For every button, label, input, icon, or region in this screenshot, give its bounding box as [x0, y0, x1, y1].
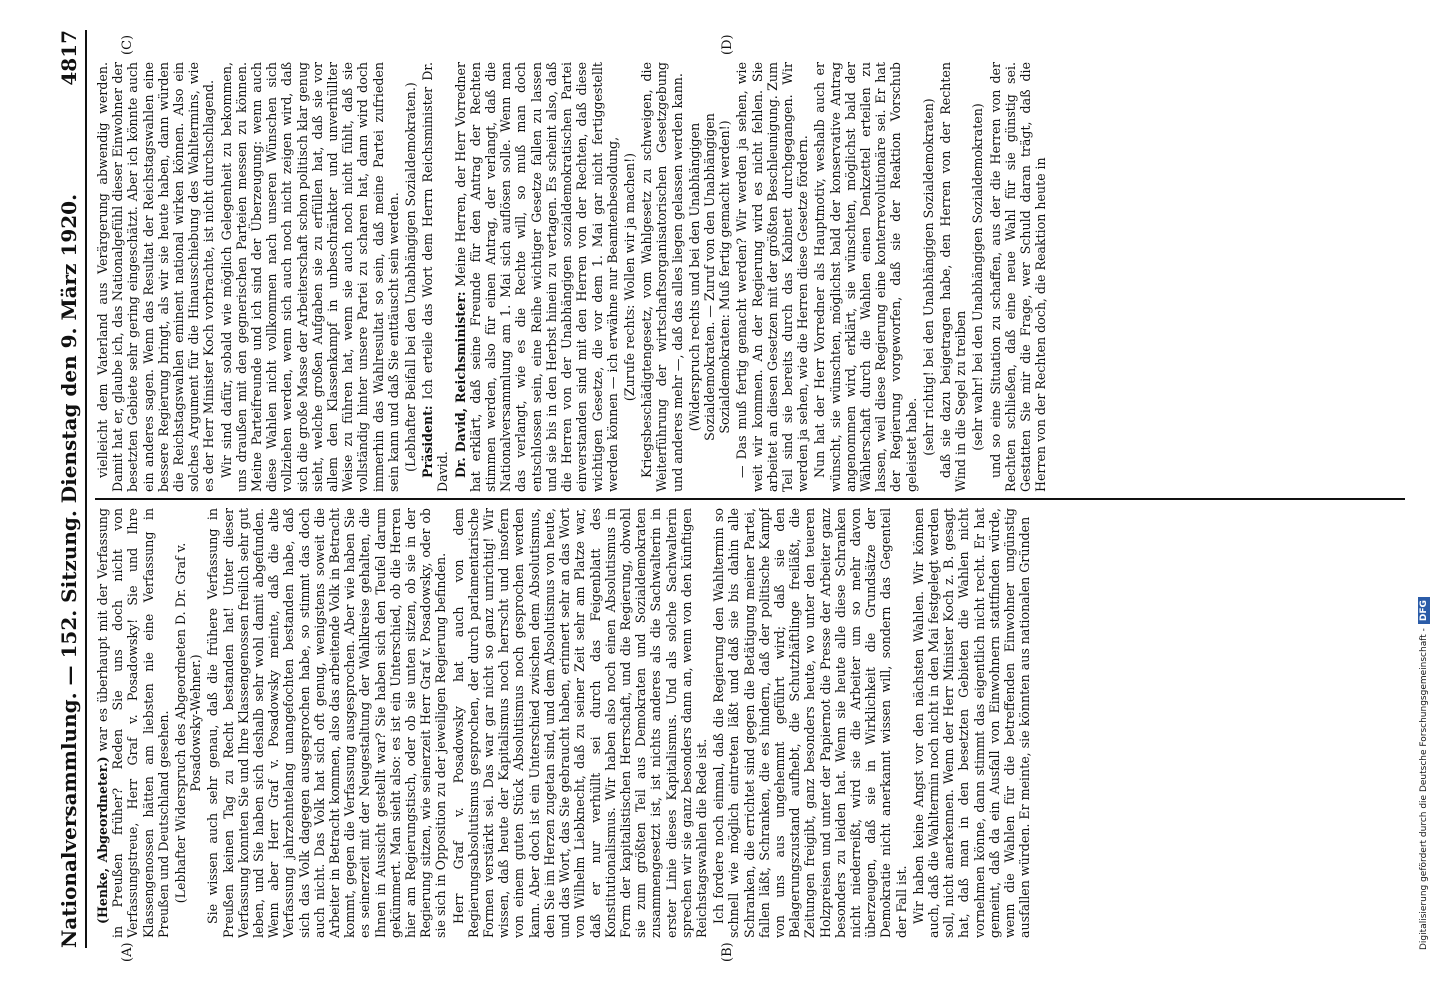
paragraph: (Henke, Abgeordneter.) war es überhaupt mit der Verfassung in Preußen früher? Reden Sie uns doch nicht von Verfassungstreue, Herr Graf v. Posadowsky! Sie und Ihre Klassengenossen hätten am liebsten nie eine Verfassung in Preußen und Deutschland gesehen. — [95, 508, 171, 938]
running-header: Nationalversammlung. — 152. Sitzung. Dienstag den 9. März 1920. — [57, 193, 81, 948]
speaker-label: Präsident: — [420, 405, 436, 478]
interjection: (sehr richtig! bei den Unabhängigen Sozialdemokraten) — [920, 98, 936, 456]
speaker-label: (Henke, Abgeordneter.) — [95, 756, 110, 924]
left-column — [95, 508, 1395, 938]
digitization-note — [1418, 597, 1430, 950]
right-column — [95, 62, 1395, 492]
margin-letter-a: (A) — [120, 942, 135, 962]
paragraph: Ich fordere noch einmal, daß die Regierung den Wahltermin so schnell wie möglich eintreten läßt und daß sie bis dahin alle Schranken, die errichtet sind gegen die Betätigung meiner Partei, fallen läßt, Schranken, die es hindern, daß der politische Kampf von uns aus ungehemmt geführt wird; daß sie den Belagerungszustand aufhebt, die Schutzhäftlinge freiläßt, die Zeitungen freigibt, ganz besonders heute, wo unter den teueren Holzpreisen und unter der Papiernot die Presse der Arbeiter ganz besonders zu leiden hat. Wenn sie heute alle diese Schranken nicht niederreißt, wird sie die Arbeiter um so mehr davon überzeugen, daß sie in Wirklichkeit die Grundsätze der Demokratie nicht anerkannt wissen will, sondern das Gegenteil der Fall ist. — [711, 508, 909, 938]
dfg-logo: DFG — [1418, 597, 1430, 624]
paragraph: Wir haben keine Angst vor den nächsten Wahlen. Wir können auch, daß die Wahltermin noch nicht in den Mai festgelegt werden soll, nicht anerkennen. Wenn der Herr Minister Koch z. B. gesagt hat, daß man in den besetzten Gebieten die Wahlen nicht vornehmen könne, dann stimmt das eigentlich nicht recht. Er hat gemeint, daß da ein Ausfall von Einwohnern stattfinden würde, wenn die Wahlen für die betreffenden Einwohner ungünstig ausfallen würden. Er meinte, sie könnten aus nationalen Gründen — [910, 508, 1033, 938]
page-header — [55, 30, 87, 948]
interjection: (sehr wahr! bei den Unabhängigen Sozialdemokraten) — [970, 103, 986, 451]
interjection: (Zurufe rechts: Wollen wir ja machen!) — [621, 152, 637, 402]
interjection: (Lebhafter Beifall bei den Unabhängigen Sozialdemokraten.) — [403, 82, 419, 472]
paragraph: vielleicht dem Vaterland aus Verärgerung abwendig werden. Damit hat er, glaube ich, das Nationalgefühl dieser Einwohner der besetzten Gebiete sehr gering eingeschätzt. Aber ich könnte auch ein anderes sagen. Wenn das Resultat der Reichstagswahlen eine bessere Regierung bringt, als wir sie heute haben, dann würden die Reichstagswahlen eminent national wirken können. Also ein solches Argument für die Hinausschiebung des Wahltermins, wie es der Herr Minister Koch vorbrachte, ist nicht durchschlagend. — [95, 62, 217, 492]
paragraph: Nun hat der Herr Vorredner als Hauptmotiv, weshalb auch er wünscht, sie wünschten, möglichst bald der konservative Antrag angenommen wird, erklärt, sie wünschten, möglichst bald der Wählerschaft durch die Wahlen einen Denkzettel erteilen zu lassen, weil diese Regierung eine konterrevolutionäre sei. Er hat der Regierung vorgeworfen, daß sie der Reaktion Vorschub geleistet habe. — [812, 62, 919, 492]
paragraph: Wir sind dafür, sobald wie möglich Gelegenheit zu bekommen, uns draußen mit den gegnerischen Parteien messen zu können. Meine Parteifreunde und ich sind der Überzeugung: wenn auch diese Wahlen nicht vollkommen nach unseren Wünschen sich vollziehen werden, wenn sich auch noch nicht zeigen wird, daß sich die große Masse der Arbeiterschaft schon politisch klar genug sieht, welche großen Aufgaben sie zu erfüllen hat, daß sie vor allem den Klassenkampf in unbeschränkter und unverhüllter Weise zu führen hat, wenn sie auch noch nicht fühlt, daß sie vollständig hinter unsere Partei zu scharen hat, dann wird doch immerhin das Wahlresultat so sein, daß meine Partei zufrieden sein kann und daß Sie enttäuscht sein werden. — [218, 62, 401, 492]
interjection: (Lebhafter Widerspruch des Abgeordneten D. Dr. Graf v. Posadowsky-Wehner.) — [173, 542, 204, 904]
page-number: 4817 — [57, 30, 81, 86]
margin-letter-b: (B) — [720, 942, 735, 962]
margin-letter-c: (C) — [120, 34, 135, 55]
paragraph: Präsident: Ich erteile das Wort dem Herrn Reichsminister Dr. David. — [420, 62, 451, 492]
paragraph: — Das muß fertig gemacht werden? Wir werden ja sehen, wie weit wir kommen. An der Regierung wird es nicht fehlen. Sie arbeitet an diesen Gesetzen mit der größten Beschleunigung. Zum Teil sind sie bereits durch das Kabinett durchgegangen. Wir werden ja sehen, wie die Herren diese Gesetze fördern. — [734, 62, 811, 492]
paragraph: Herr Graf v. Posadowsky hat auch von dem Regierungsabsolutismus gesprochen, der durch parlamentarische Formen verstärkt sei. Das war gar nicht so ganz unrichtig! Wir wissen, daß heute der Kapitalismus noch herrscht und insofern von einem guten Stück Absolutismus noch gesprochen werden kann. Aber doch ist ein Unterschied zwischen dem Absolutismus, den Sie im Herzen zugetan sind, und dem Absolutismus von heute, und das Wort, das Sie gebraucht haben, erinnert sehr an das Wort von Wilhelm Liebknecht, daß zu seiner Zeit sehr am Platze war, daß er nur verhüllt sei durch das Feigenblatt des Konstitutionalismus. Wir haben also noch einen Absolutismus in Form der kapitalistischen Herrschaft, und die Regierung, obwohl sie zum größten Teil aus Demokraten und Sozialdemokraten zusammengesetzt ist, ist nichts anderes als die Sachwalterin in erster Linie dieses Kapitalismus. Und als solche Sachwalterin sprechen wir sie ganz besonders dann an, wenn von den künftigen Reichstagswahlen die Rede ist. — [450, 508, 709, 938]
digitization-note-text: Digitalisierung gefördert durch die Deutsche Forschungsgemeinschaft - — [1419, 628, 1429, 950]
paragraph: und so eine Situation zu schaffen, aus der die Herren von der Rechten schließen, daß eine neue Wahl für sie günstig sei. Gestatten Sie mir die Frage, wer Schuld daran trägt, daß die Herren von der Rechten doch, die Reaktion heute in — [987, 62, 1049, 492]
paragraph: Sie wissen auch sehr genau, daß die frühere Verfassung in Preußen keinen Tag zu Recht bestanden hat! Unter dieser Verfassung konnten Sie und Ihre Klassengenossen freilich sehr gut leben, und Sie haben sich deshalb sehr wohl damit abgefunden. Wenn aber Herr Graf v. Posadowsky meinte, daß die alte Verfassung jahrzehntelang unangefochten bestanden habe, daß sich das Volk dagegen ausgesprochen habe, so stimmt das doch auch nicht. Das Volk hat sich oft genug, wenigstens soweit die Arbeiter in Betracht kommen, also das arbeitende Volk in Betracht kommt, gegen die Verfassung ausgesprochen. Aber wie haben Sie es seinerzeit mit der Neugestaltung der Wahlkreise gehalten, die Ihnen in Aussicht gestellt war? Sie haben sich den Teufel darum gekümmert. Man sieht also: es ist ein Unterschied, ob die Herren hier am Regierungstisch, oder ob sie unten sitzen, ob sie in der Regierung sitzen, wie seinerzeit Herr Graf v. Posadowsky, oder ob sie sich in Opposition zu der jeweiligen Regierung befinden. — [205, 508, 449, 938]
margin-letter-d: (D) — [720, 34, 735, 55]
paragraph: Dr. David, Reichsminister: Meine Herren, der Herr Vorredner hat erklärt, daß seine Freunde für den Antrag der Rechten stimmen werden, also für einen Antrag, der verlangt, daß die Nationalversammlung am 1. Mai sich auflösen solle. Wenn man das verlangt, wie es die Rechte will, so muß man doch entschlossen sein, eine Reihe wichtiger Gesetze fallen zu lassen und sie bis in den Herbst hinein zu vertagen. Es scheint also, daß die Herren von der Unabhängigen sozialdemokratischen Partei einverstanden sind mit den Herren von der Rechten, daß diese wichtigen Gesetze, die vor dem 1. Mai gar nicht fertiggestellt werden können — ich erwähne nur Beamtenbesoldung, — [452, 62, 620, 492]
speaker-label: Dr. David, Reichsminister: — [452, 291, 468, 478]
paragraph: Kriegsbeschädigtengesetz, vom Wahlgesetz zu schweigen, die Weiterführung der wirtschaftsorganisatorischen Gesetzgebung und anderes mehr —, daß das alles liegen gelassen werden kann. — [639, 62, 685, 492]
column-divider — [95, 498, 1405, 500]
paragraph: daß sie dazu beigetragen habe, den Herren von der Rechten Wind in die Segel zu treiben — [937, 62, 969, 492]
interjection: (Widerspruch rechts und bei den Unabhängigen Sozialdemokraten. — Zuruf von den Unabhängigen Sozialdemokraten: Muß fertig gemacht werden!) — [686, 113, 733, 441]
